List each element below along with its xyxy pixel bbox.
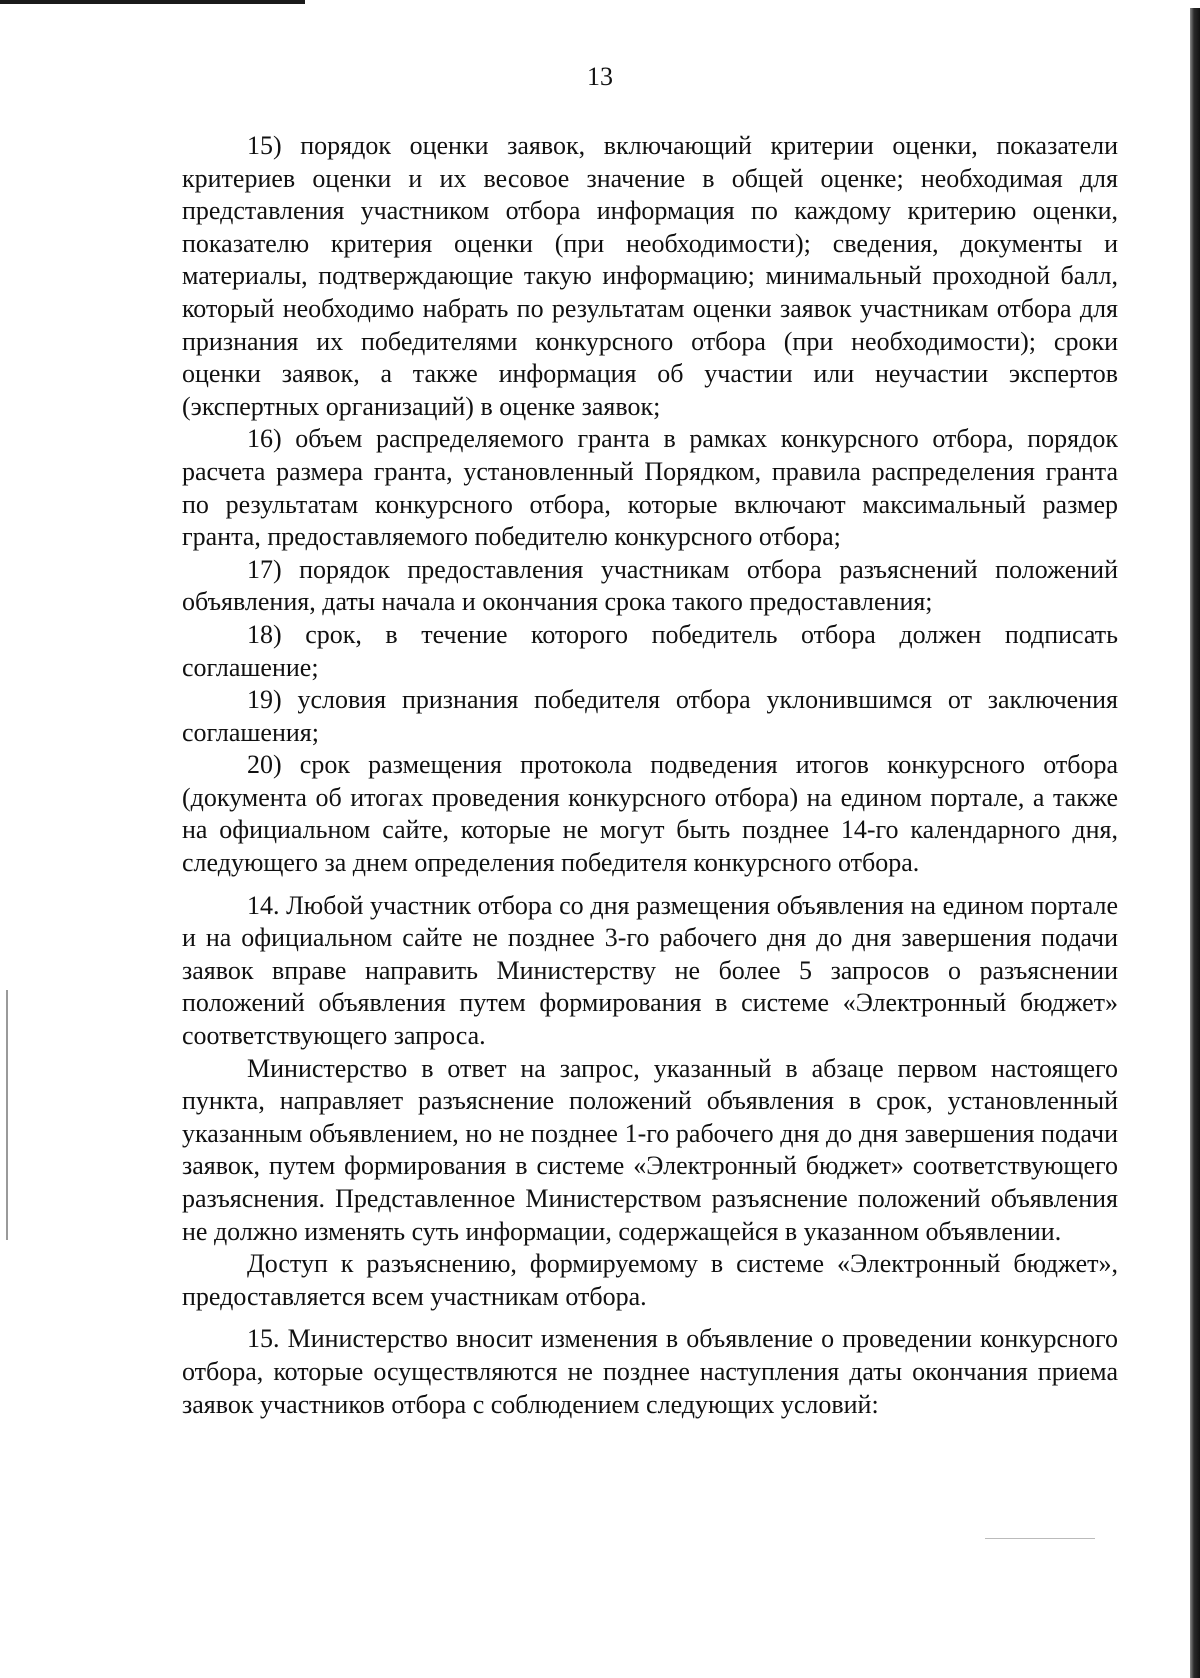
list-item-18: 18) срок, в течение которого победитель отбора должен подписать соглашение; [182,619,1118,682]
clause-14-paragraph-2: Министерство в ответ на запрос, указанный в абзаце первом настоящего пункта, направляет разъяснение положений объявления в срок, установленный указанным объявлением, но не позднее 1-го рабочего дня до дня завершения подачи заявок, путем формирования в системе «Электронный бюджет» соответствующего разъяснения. Представленное Министерством разъяснение положений объявления не должно изменять суть информации, содержащейся в указанном объявлении. [182,1053,1118,1246]
list-item-16: 16) объем распределяемого гранта в рамках конкурсного отбора, порядок расчета размера гранта, установленный Порядком, правила распределения гранта по результатам конкурсного отбора, которые включают максимальный размер гранта, предоставляемого победителю конкурсного отбора; [182,424,1118,552]
scan-artifact-left-mark [6,990,8,1240]
clause-14: 14. Любой участник отбора со дня размещения объявления на едином портале и на официальном сайте не позднее 3-го рабочего дня до дня завершения подачи заявок вправе направить Министерству не более 5 запросов о разъяснении положений объявления путем формирования в системе «Электронный бюджет» соответствующего запроса. [182,890,1118,1051]
scan-artifact-right-edge [1190,8,1200,1678]
list-item-20: 20) срок размещения протокола подведения итогов конкурсного отбора (документа об итогах проведения конкурсного отбора) на едином портале, а также на официальном сайте, которые не могут быть позднее 14-го календарного дня, следующего за днем определения победителя конкурсного отбора. [182,750,1118,878]
clause-14-paragraph-3: Доступ к разъяснению, формируемому в системе «Электронный бюджет», предоставляется всем участникам отбора. [182,1249,1118,1311]
document-body [182,130,1118,1421]
page-number: 13 [587,62,613,91]
scan-artifact-bottom-mark [985,1538,1095,1539]
clause-15: 15. Министерство вносит изменения в объявление о проведении конкурсного отбора, которые осуществляются не позднее наступления даты окончания приема заявок участников отбора с соблюдением следующих условий: [182,1324,1118,1419]
scan-artifact-top-line [0,0,305,4]
list-item-19: 19) условия признания победителя отбора уклонившимся от заключения соглашения; [182,685,1118,747]
list-item-15: 15) порядок оценки заявок, включающий критерии оценки, показатели критериев оценки и их весовое значение в общей оценке; необходимая для представления участником отбора информация по каждому критерию оценки, показателю критерия оценки (при необходимости); сведения, документы и материалы, подтверждающие такую информацию; минимальный проходной балл, который необходимо набрать по результатам оценки заявок участникам отбора для признания их победителями конкурсного отбора (при необходимости); сроки оценки заявок, а также информация об участии или неучастии экспертов (экспертных организаций) в оценке заявок; [182,131,1118,421]
list-item-17: 17) порядок предоставления участникам отбора разъяснений положений объявления, даты начала и окончания срока такого предоставления; [182,554,1118,617]
